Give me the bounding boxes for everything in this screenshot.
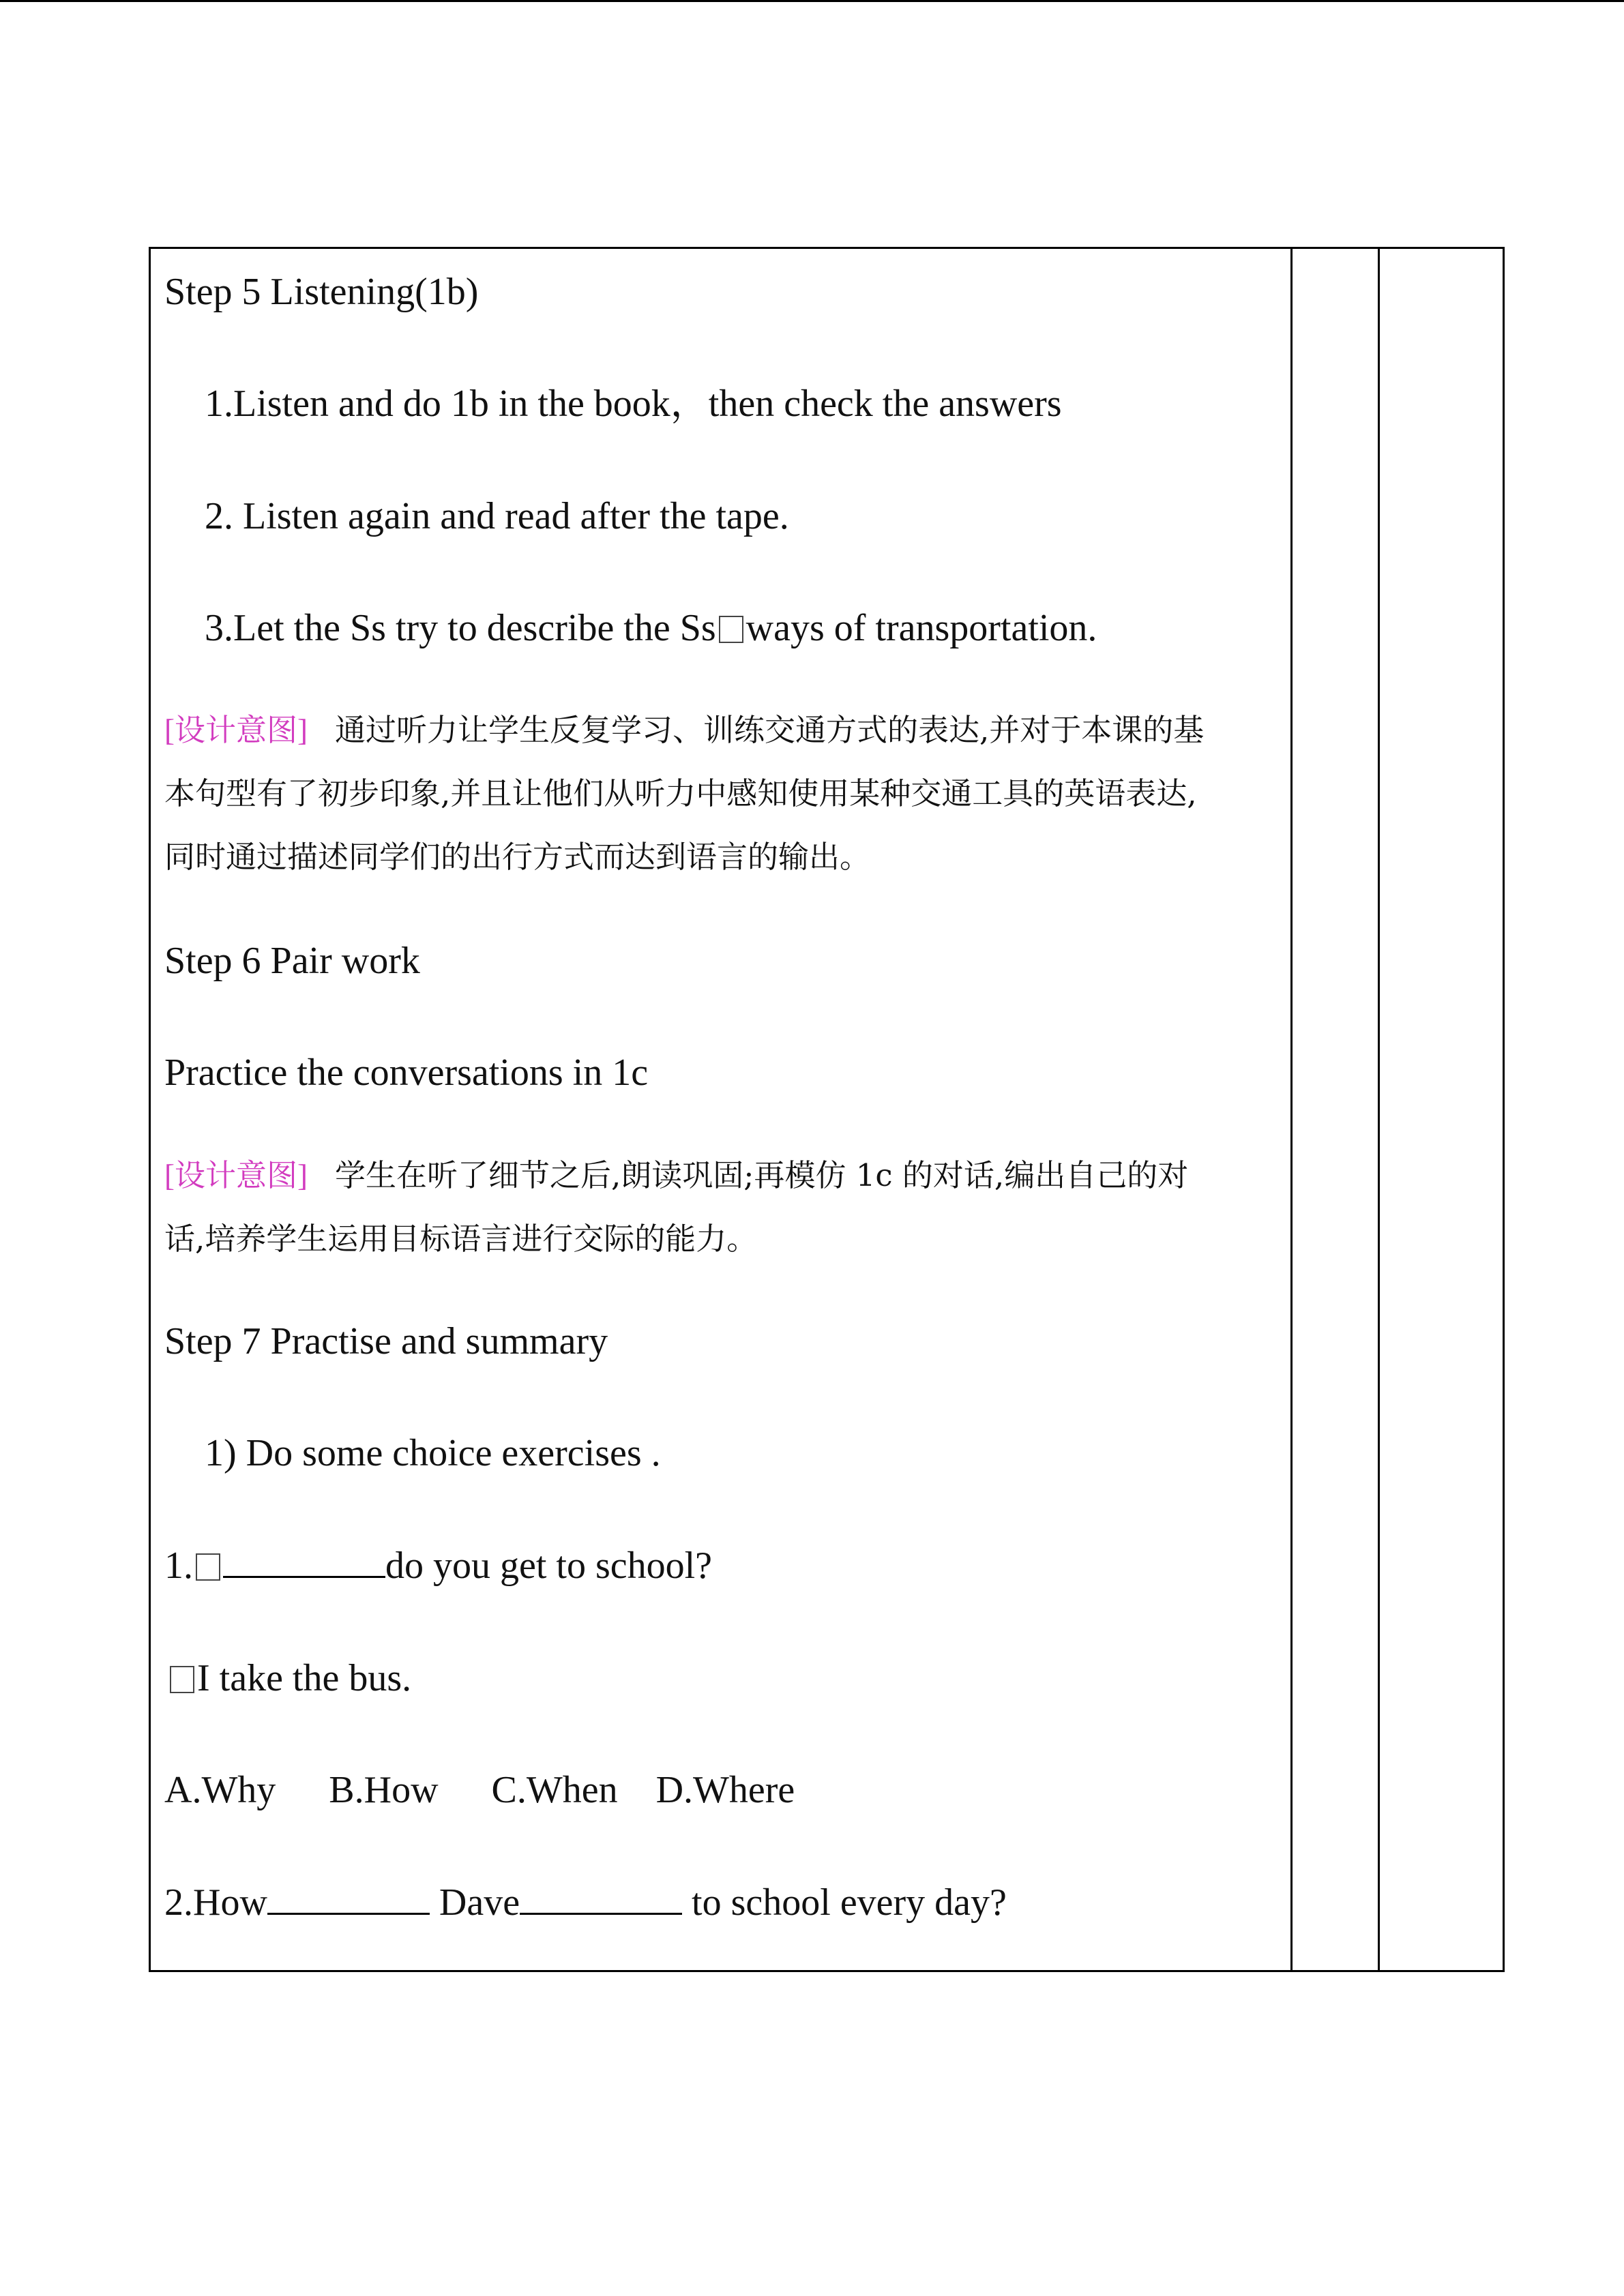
answer-blank [267, 1881, 430, 1915]
answer-blank [223, 1545, 385, 1578]
option-c: C.When [491, 1769, 618, 1811]
missing-glyph-icon [196, 1553, 220, 1581]
question-1-text: do you get to school? [385, 1545, 713, 1587]
step5-heading: Step 5 Listening(1b) [164, 271, 479, 313]
question-2-middle: Dave [429, 1881, 520, 1924]
answer-text: I take the bus. [197, 1657, 412, 1699]
step6-design-note-line-2: 话,培养学生运用目标语言进行交际的能力。 [164, 1221, 758, 1257]
question-2-end: to school every day? [682, 1881, 1007, 1924]
step7-subheading: 1) Do some choice exercises . [205, 1432, 661, 1474]
step5-item-2: 2. Listen again and read after the tape. [205, 495, 789, 537]
design-intent-tag: [设计意图] [164, 713, 308, 747]
step5-item-3-start: 3.Let the Ss try to describe the Ss [205, 607, 716, 649]
question-1 [164, 1544, 712, 1587]
step5-design-note-line-1 [164, 709, 1204, 751]
step5-item-3-end: ways of transportation. [745, 607, 1097, 649]
step5-item-1: 1.Listen and do 1b in the book，then check the answers [205, 383, 1062, 425]
design-intent-tag: [设计意图] [164, 1159, 308, 1193]
option-a: A.Why [164, 1769, 276, 1811]
step5-design-note-line-3: 同时通过描述同学们的出行方式而达到语言的输出。 [164, 839, 871, 875]
option-d: D.Where [655, 1769, 795, 1811]
page-top-rule [0, 0, 1624, 2]
step5-design-note-line-2: 本句型有了初步印象,并且让他们从听力中感知使用某种交通工具的英语表达, [164, 775, 1197, 811]
question-2 [164, 1881, 1007, 1924]
missing-glyph-icon [170, 1666, 194, 1693]
step7-heading: Step 7 Practise and summary [164, 1320, 608, 1362]
note-text: 通过听力让学生反复学习、训练交通方式的表达,并对于本课的基 [334, 712, 1205, 748]
step5-item-3 [205, 606, 1097, 650]
note-text: 学生在听了细节之后,朗读巩固;再模仿 1c 的对话,编出自己的对 [334, 1157, 1189, 1193]
step6-line: Practice the conversations in 1c [164, 1052, 649, 1094]
step6-heading: Step 6 Pair work [164, 940, 420, 982]
column-divider [1290, 249, 1293, 1970]
step6-design-note-line-1 [164, 1154, 1188, 1197]
option-b: B.How [329, 1769, 439, 1811]
question-2-start: 2.How [164, 1881, 267, 1924]
column-divider [1378, 249, 1380, 1970]
missing-glyph-icon [719, 616, 743, 643]
question-1-answer [164, 1656, 411, 1700]
answer-blank [520, 1881, 682, 1915]
question-1-number: 1. [164, 1545, 193, 1587]
question-1-options [164, 1768, 795, 1812]
